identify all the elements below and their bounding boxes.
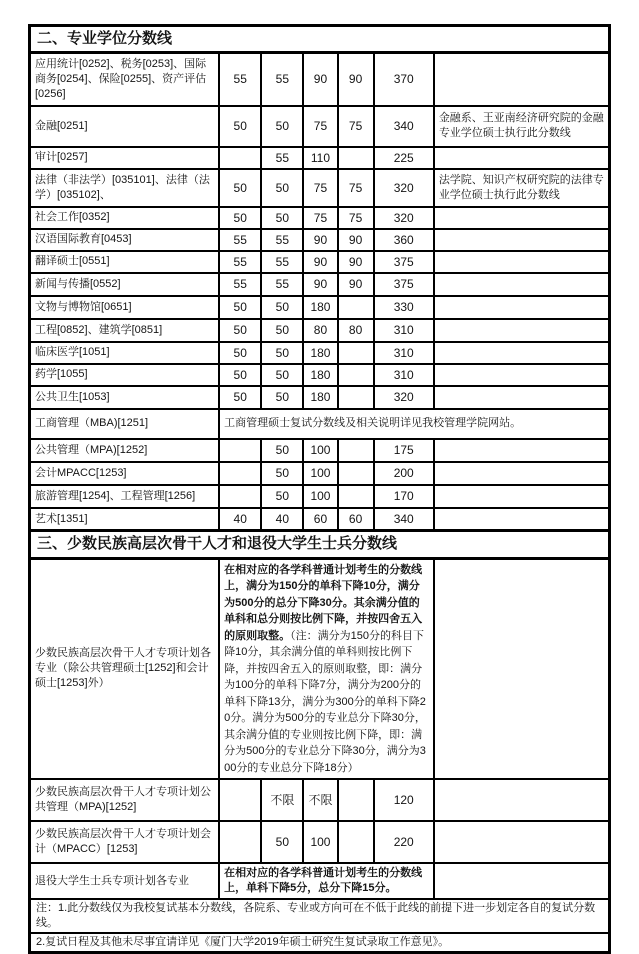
total-score-cell: 320 xyxy=(374,169,434,207)
table-row xyxy=(30,508,610,531)
program-cell: 临床医学[1051] xyxy=(30,342,220,364)
score-cell xyxy=(338,296,374,319)
total-score-cell: 360 xyxy=(374,229,434,251)
total-score-cell: 170 xyxy=(374,485,434,508)
program-cell: 金融[0251] xyxy=(30,106,220,147)
note-cell xyxy=(434,53,610,106)
program-cell: 工程[0852]、建筑学[0851] xyxy=(30,319,220,342)
score-cell: 90 xyxy=(338,229,374,251)
score-cell: 50 xyxy=(219,386,261,409)
score-cell: 50 xyxy=(219,364,261,386)
total-score-cell: 200 xyxy=(374,462,434,485)
total-score-cell: 220 xyxy=(374,821,434,863)
note-cell xyxy=(434,147,610,169)
score-cell xyxy=(219,485,261,508)
score-cell: 55 xyxy=(219,251,261,273)
score-cell xyxy=(219,462,261,485)
score-cell: 不限 xyxy=(261,779,303,821)
score-cell: 50 xyxy=(219,106,261,147)
note-cell xyxy=(434,462,610,485)
score-cell: 55 xyxy=(261,147,303,169)
table-row xyxy=(30,863,610,899)
table-row xyxy=(30,207,610,229)
score-cell: 50 xyxy=(261,207,303,229)
note-cell xyxy=(434,273,610,296)
note-cell xyxy=(434,863,610,899)
total-score-cell: 340 xyxy=(374,508,434,531)
score-cell xyxy=(338,439,374,462)
note-cell xyxy=(434,821,610,863)
program-cell: 公共管理（MPA)[1252] xyxy=(30,439,220,462)
score-cell: 不限 xyxy=(303,779,337,821)
score-cell: 55 xyxy=(261,229,303,251)
program-cell: 退役大学生士兵专项计划各专业 xyxy=(30,863,220,899)
note-cell: 法学院、知识产权研究院的法律专业学位硕士执行此分数线 xyxy=(434,169,610,207)
total-score-cell: 320 xyxy=(374,207,434,229)
total-score-cell: 330 xyxy=(374,296,434,319)
total-score-cell: 310 xyxy=(374,342,434,364)
score-cell: 50 xyxy=(261,342,303,364)
table-row xyxy=(30,273,610,296)
program-cell: 少数民族高层次骨干人才专项计划会计（MPACC）[1253] xyxy=(30,821,220,863)
score-cell: 55 xyxy=(219,273,261,296)
note-cell xyxy=(434,779,610,821)
table-row xyxy=(30,251,610,273)
rule-text-cell: 在相对应的各学科普通计划考生的分数线上，单科下降5分，总分下降15分。 xyxy=(219,863,434,899)
note-cell xyxy=(434,439,610,462)
section3-title: 三、少数民族高层次骨干人才和退役大学生士兵分数线 xyxy=(30,531,610,558)
program-cell: 新闻与传播[0552] xyxy=(30,273,220,296)
score-cell xyxy=(219,779,261,821)
total-score-cell: 375 xyxy=(374,273,434,296)
section3-header-row xyxy=(30,531,610,558)
score-cell: 90 xyxy=(338,251,374,273)
score-cell: 50 xyxy=(261,169,303,207)
program-cell: 药学[1055] xyxy=(30,364,220,386)
score-cell: 90 xyxy=(303,229,337,251)
score-cell: 50 xyxy=(261,439,303,462)
program-cell: 翻译硕士[0551] xyxy=(30,251,220,273)
score-cell: 50 xyxy=(261,821,303,863)
score-cell: 55 xyxy=(261,251,303,273)
program-cell: 文物与博物馆[0651] xyxy=(30,296,220,319)
note-cell xyxy=(434,342,610,364)
score-cell: 50 xyxy=(219,207,261,229)
score-cell: 55 xyxy=(219,229,261,251)
footnote-row xyxy=(30,899,610,933)
score-cell: 80 xyxy=(303,319,337,342)
table-row xyxy=(30,485,610,508)
note-cell xyxy=(434,296,610,319)
score-cell: 55 xyxy=(219,53,261,106)
program-cell: 法律（非法学）[035101]、法律（法学）[035102]、 xyxy=(30,169,220,207)
table-row xyxy=(30,409,610,439)
score-cell: 75 xyxy=(338,207,374,229)
score-cell: 40 xyxy=(261,508,303,531)
footnote-row xyxy=(30,933,610,952)
table-row xyxy=(30,779,610,821)
score-cell: 75 xyxy=(338,106,374,147)
total-score-cell: 225 xyxy=(374,147,434,169)
score-cell: 75 xyxy=(303,207,337,229)
score-cell: 180 xyxy=(303,386,337,409)
merged-note-cell: 工商管理硕士复试分数线及相关说明详见我校管理学院网站。 xyxy=(219,409,609,439)
note-cell xyxy=(434,386,610,409)
score-cell xyxy=(338,779,374,821)
score-cell: 80 xyxy=(338,319,374,342)
section2-header-row xyxy=(30,26,610,53)
score-cell: 180 xyxy=(303,342,337,364)
score-cell: 60 xyxy=(338,508,374,531)
total-score-cell: 370 xyxy=(374,53,434,106)
program-cell: 汉语国际教育[0453] xyxy=(30,229,220,251)
note-cell xyxy=(434,251,610,273)
note-cell xyxy=(434,485,610,508)
score-cell: 75 xyxy=(303,169,337,207)
score-cell: 100 xyxy=(303,821,337,863)
score-cell xyxy=(338,485,374,508)
score-cell xyxy=(338,462,374,485)
score-cell: 110 xyxy=(303,147,337,169)
score-table xyxy=(28,24,611,954)
score-cell: 90 xyxy=(338,273,374,296)
score-cell: 40 xyxy=(219,508,261,531)
score-cell: 50 xyxy=(261,106,303,147)
program-cell: 少数民族高层次骨干人才专项计划各专业（除公共管理硕士[1252]和会计硕士[1253]外） xyxy=(30,558,220,779)
note-cell xyxy=(434,558,610,779)
score-cell: 50 xyxy=(261,364,303,386)
program-cell: 审计[0257] xyxy=(30,147,220,169)
score-cell xyxy=(338,821,374,863)
score-cell: 55 xyxy=(261,273,303,296)
total-score-cell: 320 xyxy=(374,386,434,409)
table-row xyxy=(30,319,610,342)
score-cell: 50 xyxy=(261,462,303,485)
table-row xyxy=(30,342,610,364)
total-score-cell: 340 xyxy=(374,106,434,147)
table-row xyxy=(30,106,610,147)
score-cell: 90 xyxy=(338,53,374,106)
table-row xyxy=(30,169,610,207)
total-score-cell: 310 xyxy=(374,319,434,342)
score-cell: 180 xyxy=(303,364,337,386)
score-cell: 50 xyxy=(261,386,303,409)
note-cell xyxy=(434,229,610,251)
score-cell: 180 xyxy=(303,296,337,319)
table-row xyxy=(30,364,610,386)
program-cell: 社会工作[0352] xyxy=(30,207,220,229)
program-cell: 应用统计[0252]、税务[0253]、国际商务[0254]、保险[0255]、资产评估[0256] xyxy=(30,53,220,106)
table-row xyxy=(30,439,610,462)
score-cell xyxy=(338,342,374,364)
section2-title: 二、专业学位分数线 xyxy=(30,26,610,53)
table-row xyxy=(30,462,610,485)
table-row xyxy=(30,53,610,106)
program-cell: 会计MPACC[1253] xyxy=(30,462,220,485)
table-row xyxy=(30,821,610,863)
table-row xyxy=(30,558,610,779)
note-cell xyxy=(434,364,610,386)
table-row xyxy=(30,229,610,251)
score-cell: 75 xyxy=(338,169,374,207)
score-cell: 50 xyxy=(219,296,261,319)
program-cell: 旅游管理[1254]、工程管理[1256] xyxy=(30,485,220,508)
score-cell: 50 xyxy=(261,296,303,319)
score-cell: 55 xyxy=(261,53,303,106)
score-cell: 50 xyxy=(261,485,303,508)
table-row xyxy=(30,147,610,169)
score-cell: 90 xyxy=(303,251,337,273)
footnote-cell: 2.复试日程及其他未尽事宜请详见《厦门大学2019年硕士研究生复试录取工作意见》。 xyxy=(30,933,610,952)
note-cell xyxy=(434,319,610,342)
program-cell: 少数民族高层次骨干人才专项计划公共管理（MPA)[1252] xyxy=(30,779,220,821)
score-cell: 90 xyxy=(303,273,337,296)
score-cell xyxy=(338,386,374,409)
score-cell: 75 xyxy=(303,106,337,147)
note-cell xyxy=(434,207,610,229)
footnote-cell: 注：1.此分数线仅为我校复试基本分数线，各院系、专业或方向可在不低于此线的前提下进一步划定各自的复试分数线。 xyxy=(30,899,610,933)
score-cell xyxy=(219,821,261,863)
score-cell xyxy=(338,147,374,169)
score-cell: 50 xyxy=(219,169,261,207)
score-cell: 60 xyxy=(303,508,337,531)
score-cell: 90 xyxy=(303,53,337,106)
rule-text-bold: 在相对应的各学科普通计划考生的分数线上，满分为150分的单科下降10分，满分为500分的总分下降30分。其余满分值的单科和总分则按比例下降，并按四舍五入的原则取整。 xyxy=(224,563,423,642)
table-row xyxy=(30,296,610,319)
score-cell: 100 xyxy=(303,485,337,508)
score-cell: 50 xyxy=(219,342,261,364)
note-cell: 金融系、王亚南经济研究院的金融专业学位硕士执行此分数线 xyxy=(434,106,610,147)
total-score-cell: 120 xyxy=(374,779,434,821)
table-row xyxy=(30,386,610,409)
total-score-cell: 175 xyxy=(374,439,434,462)
score-cell xyxy=(219,147,261,169)
score-cell: 100 xyxy=(303,462,337,485)
program-cell: 艺术[1351] xyxy=(30,508,220,531)
rule-text-rest: （注：满分为150分的科目下降10分，其余满分值的单科则按比例下降，并按四舍五入的原则取整，即：满分为100分的单科下降7分，满分为200分的单科下降13分，满分为300分的单科下降20分。满分为500分的专业总分下降30分，其余满分值的专业则按比例下降，即：满分为500分的专业总分下降30分，满分为300分的专业总分下降18分） xyxy=(224,629,426,774)
note-cell xyxy=(434,508,610,531)
program-cell: 工商管理（MBA)[1251] xyxy=(30,409,220,439)
score-cell: 100 xyxy=(303,439,337,462)
rule-text-cell xyxy=(219,558,434,779)
program-cell: 公共卫生[1053] xyxy=(30,386,220,409)
total-score-cell: 375 xyxy=(374,251,434,273)
score-cell xyxy=(219,439,261,462)
total-score-cell: 310 xyxy=(374,364,434,386)
score-cell xyxy=(338,364,374,386)
score-cell: 50 xyxy=(261,319,303,342)
score-cell: 50 xyxy=(219,319,261,342)
